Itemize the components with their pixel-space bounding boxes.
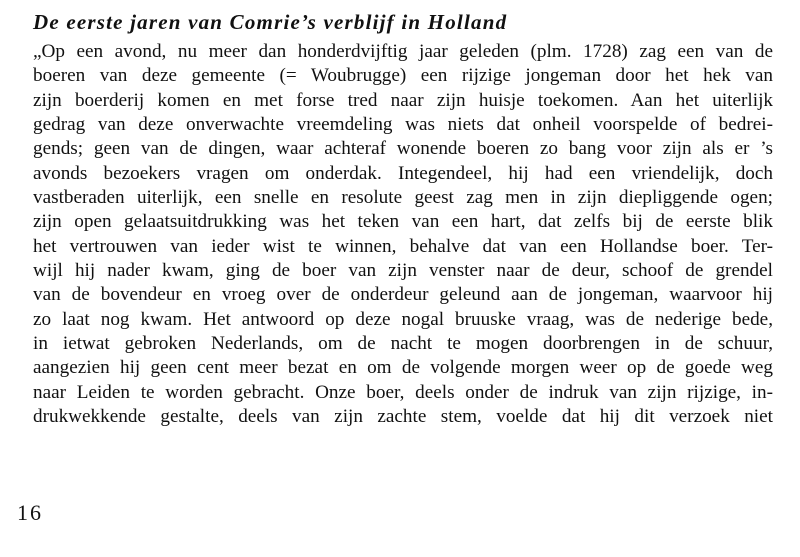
text-line: het vertrouwen van ieder wist te winnen, behalve dat van een Hollandse boer. Ter- (33, 235, 773, 257)
body-paragraph (33, 40, 773, 430)
text-line: aangezien hij geen cent meer bezat en om de volgende morgen weer op de goede weg (33, 357, 773, 379)
text-line: van de bovendeur en vroeg over de onderdeur geleund aan de jongeman, waarvoor hij (33, 284, 773, 306)
section-heading: De eerste jaren van Comrie’s verblijf in Holland (33, 10, 508, 34)
text-line: gends; geen van de dingen, waar achteraf wonende boeren zo bang voor zijn als er ’s (33, 138, 773, 160)
text-line: gedrag van deze onverwachte vreemdeling was niets dat onheil voorspelde of bedrei- (33, 114, 773, 136)
text-line: avonds bezoekers vragen om onderdak. Integendeel, hij had een vriendelijk, doch (33, 162, 773, 184)
page-number: 16 (17, 500, 43, 525)
text-line: zo laat nog kwam. Het antwoord op deze nogal bruuske vraag, was de nederige bede, (33, 308, 773, 330)
text-line: in ietwat gebroken Nederlands, om de nacht te mogen doorbrengen in de schuur, (33, 333, 773, 355)
text-line: wijl hij nader kwam, ging de boer van zijn venster naar de deur, schoof de grendel (33, 260, 773, 282)
text-line: zijn open gelaatsuitdrukking was het teken van een hart, dat zelfs bij de eerste blik (33, 211, 773, 233)
text-line: zijn boerderij komen en met forse tred naar zijn huisje toekomen. Aan het uiterlijk (33, 89, 773, 111)
text-line: drukwekkende gestalte, deels van zijn zachte stem, voelde dat hij dit verzoek niet (33, 406, 773, 428)
text-line: vastberaden uiterlijk, een snelle en resolute geest zag men in zijn diepliggende ogen; (33, 187, 773, 209)
text-line: naar Leiden te worden gebracht. Onze boer, deels onder de indruk van zijn rijzige, in- (33, 381, 773, 403)
text-line: boeren van deze gemeente (= Woubrugge) een rijzige jongeman door het hek van (33, 65, 773, 87)
text-line: „Op een avond, nu meer dan honderdvijftig jaar geleden (plm. 1728) zag een van de (33, 41, 773, 62)
